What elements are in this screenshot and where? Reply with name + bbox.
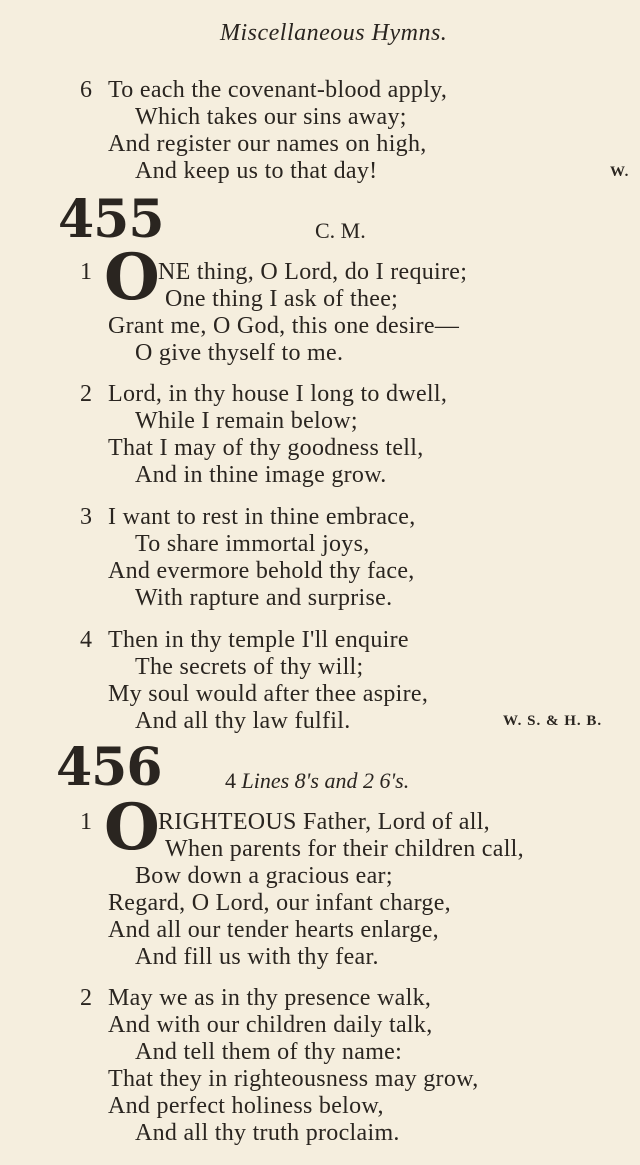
- hymn-line: And all thy truth proclaim.: [135, 1120, 400, 1146]
- verse-number: 6: [80, 77, 92, 103]
- hymn-line: I want to rest in thine embrace,: [108, 504, 416, 530]
- meter-prefix: 4: [225, 768, 236, 793]
- verse-number: 2: [80, 985, 92, 1011]
- hymn-line: While I remain below;: [135, 408, 358, 434]
- hymn-line: And all our tender hearts enlarge,: [108, 917, 439, 943]
- hymn-line: Which takes our sins away;: [135, 104, 407, 130]
- hymn-line: RIGHTEOUS Father, Lord of all,: [158, 809, 490, 835]
- hymn-line: And perfect holiness below,: [108, 1093, 384, 1119]
- hymn-meter: [225, 770, 409, 792]
- hymn-line: And fill us with thy fear.: [135, 944, 379, 970]
- hymn-line: May we as in thy presence walk,: [108, 985, 432, 1011]
- hymn-line: And all thy law fulfil.: [135, 708, 351, 734]
- hymn-line: NE thing, O Lord, do I require;: [158, 259, 468, 285]
- drop-cap: O: [104, 240, 160, 315]
- hymn-line: That I may of thy goodness tell,: [108, 435, 424, 461]
- verse-number: 1: [80, 259, 92, 285]
- verse-number: 3: [80, 504, 92, 530]
- hymn-line: The secrets of thy will;: [135, 654, 364, 680]
- hymn-line: And tell them of thy name:: [135, 1039, 403, 1065]
- hymn-line: With rapture and surprise.: [135, 585, 393, 611]
- meter-description: Lines 8's and 2 6's.: [241, 768, 410, 793]
- hymn-line: To each the covenant-blood apply,: [108, 77, 448, 103]
- hymn-line: And keep us to that day!: [135, 158, 378, 184]
- hymn-line: Grant me, O God, this one desire—: [108, 313, 460, 339]
- hymn-line: Bow down a gracious ear;: [135, 863, 393, 889]
- attribution: W. S. & H. B.: [503, 713, 603, 729]
- hymn-line: O give thyself to me.: [135, 340, 344, 366]
- attribution: W.: [610, 164, 630, 180]
- hymn-line: When parents for their children call,: [165, 836, 524, 862]
- hymn-line: One thing I ask of thee;: [165, 286, 399, 312]
- hymn-line: Lord, in thy house I long to dwell,: [108, 381, 448, 407]
- hymn-number: 455: [58, 189, 164, 250]
- running-title: Miscellaneous Hymns.: [220, 20, 448, 46]
- hymn-meter: C. M.: [315, 218, 366, 243]
- hymn-line: And evermore behold thy face,: [108, 558, 415, 584]
- verse-number: 4: [80, 627, 92, 653]
- hymn-line: Regard, O Lord, our infant charge,: [108, 890, 451, 916]
- verse-number: 2: [80, 381, 92, 407]
- hymn-line: And in thine image grow.: [135, 462, 387, 488]
- hymn-line: My soul would after thee aspire,: [108, 681, 429, 707]
- hymn-line: And with our children daily talk,: [108, 1012, 433, 1038]
- hymn-line: To share immortal joys,: [135, 531, 370, 557]
- hymn-line: Then in thy temple I'll enquire: [108, 627, 409, 653]
- verse-number: 1: [80, 809, 92, 835]
- hymn-line: That they in righteousness may grow,: [108, 1066, 479, 1092]
- hymn-number: 456: [56, 737, 162, 798]
- hymn-line: And register our names on high,: [108, 131, 427, 157]
- drop-cap: O: [104, 790, 160, 865]
